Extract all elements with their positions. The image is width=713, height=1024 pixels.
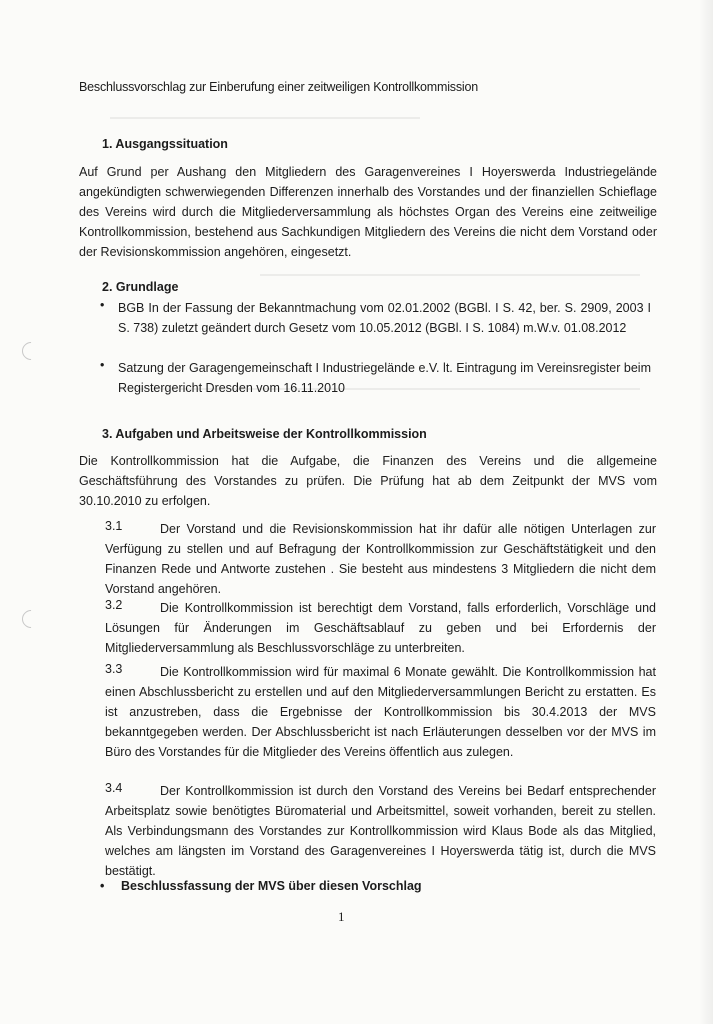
bleed-through-line [110,117,420,119]
section-body-ausgangssituation: Auf Grund per Aushang den Mitgliedern des Garagenvereines I Hoyerswerda Industriegelände angekündigten schwerwiegenden Differenzen innerhalb des Vorstandes und der finanziellen Schieflage des Vereins wird durch die Mitgliederversammlung als höchstes Organ des Vereins eine zeitweilige Kontrollkommission, bestehend aus Sachkundigen Mitgliedern des Vereins die nicht dem Vorstand oder der Revisionskommission angehören, eingesetzt. [79,165,657,259]
document-title: Beschlussvorschlag zur Einberufung einer zeitweiligen Kontrollkommission [79,80,478,94]
bullet-dot: • [100,879,105,893]
section-heading-grundlage: 2. Grundlage [102,280,179,294]
section-heading-beschlussfassung: Beschlussfassung der MVS über diesen Vorschlag [121,879,422,893]
bullet-dot: • [100,358,105,372]
section-body-aufgaben: Die Kontrollkommission hat die Aufgabe, die Finanzen des Vereins und die allgemeine Geschäftsführung des Vorstandes zu prüfen. Die Prüfung hat ab dem Zeitpunkt der MVS vom 30.10.2010 zu erfolgen. [79,454,657,508]
item-text-3-4: Der Kontrollkommission ist durch den Vorstand des Vereins bei Bedarf entsprechender Arbeitsplatz sowie benötigtes Büromaterial und Arbeitsmittel, soweit vorhanden, bereit zu stellen. Als Verbindungsmann des Vorstandes zur Kontrollkommission wird Klaus Bode als das Mitglied, welches am längsten im Vorstand des Garagenvereines I Hoyerswerda tätig ist, durch die MVS bestätigt. [105,784,656,878]
item-text-3-3: Die Kontrollkommission wird für maximal 6 Monate gewählt. Die Kontrollkommission hat einen Abschlussbericht zu erstellen und auf den Mitgliederversammlungen Bericht zu erstatten. Es ist anzustreben, dass die Ergebnisse der Kontrollkommission bis 30.4.2013 der MVS bekanntgegeben werden. Der Abschlussbericht ist nach Erläuterungen desselben vor der MVS im Büro des Vorstandes für die Mitglieder des Vereins öffentlich aus zulegen. [105,665,656,759]
punch-hole-mark [18,338,43,363]
bullet-item-bgb: BGB In der Fassung der Bekanntmachung vom 02.01.2002 (BGBl. I S. 42, ber. S. 2909, 2003 I S. 738) zuletzt geändert durch Gesetz vom 10.05.2012 (BGBl. I S. 1084) m.W.v. 01.08.2012 [118,301,651,335]
item-number: 3.3 [105,662,123,676]
item-number: 3.4 [105,781,123,795]
bleed-through-line [260,274,640,276]
punch-hole-mark [18,606,43,631]
page-number: 1 [338,909,345,924]
section-heading-aufgaben: 3. Aufgaben und Arbeitsweise der Kontrollkommission [102,427,427,441]
bullet-dot: • [100,298,105,312]
bullet-item-satzung: Satzung der Garagengemeinschaft I Industriegelände e.V. lt. Eintragung im Vereinsregister beim Registergericht Dresden vom 16.11.2010 [118,361,651,395]
item-text-3-1: Der Vorstand und die Revisionskommission hat ihr dafür alle nötigen Unterlagen zur Verfügung zu stellen und auf Befragung der Kontrollkommission zur Geschäftstätigkeit und den Finanzen Rede und Antworte zustehen . Sie besteht aus mindestens 3 Mitgliedern die nicht dem Vorstand angehören. [105,522,656,596]
item-number: 3.2 [105,598,123,612]
item-text-3-2: Die Kontrollkommission ist berechtigt dem Vorstand, falls erforderlich, Vorschläge und Lösungen für Änderungen im Geschäftsablauf zu geben und bei Erfordernis der Mitgliederversammlung als Beschlussvorschläge zu unterbreiten. [105,601,656,655]
section-heading-ausgangssituation: 1. Ausgangssituation [102,137,228,151]
item-number: 3.1 [105,519,123,533]
scan-edge-shadow [699,0,713,1024]
